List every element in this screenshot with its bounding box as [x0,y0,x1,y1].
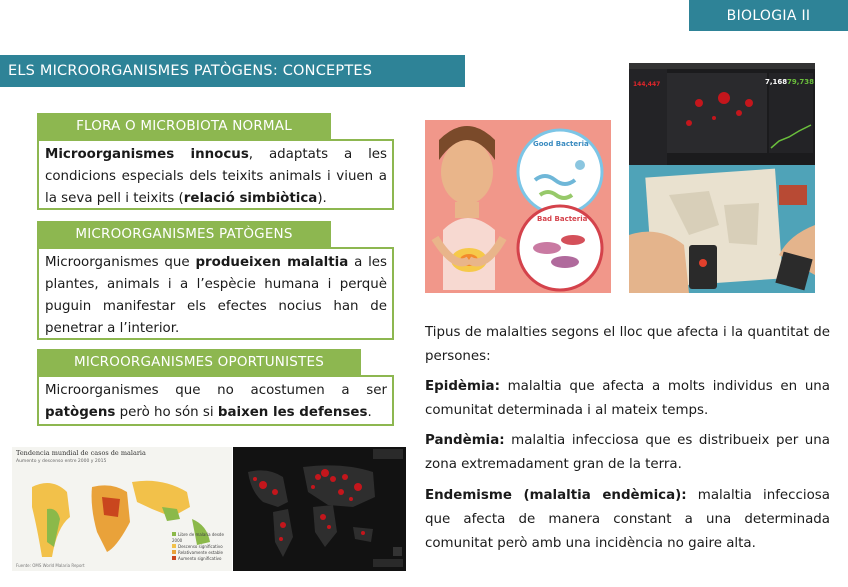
diseases-intro: Tipus de malalties segons el lloc que afecta i la quantitat de persones: [425,325,830,364]
definition-epidemia: Epidèmia: malaltia que afecta a molts individus en una comunitat determinada i al mateix temps. [425,379,830,418]
section-heading-oportunistes: MICROORGANISMES OPORTUNISTES [37,349,361,375]
dashboard-count-left: 144,447 [633,81,661,88]
pandemic-dashboard-image [629,63,815,165]
good-bacteria-label: Good Bacteria [533,140,589,148]
section-box-patogens: Microorganismes que produeixen malaltia a les plantes, animals i a l’espècie humana i perquè puguin manifestar els efectes nocius han de penetrar a l’interior. [37,247,394,340]
malaria-legend [172,532,232,562]
legend-item-1: Libre de malaria desde 2000 [172,532,224,543]
legend-item-2: Descenso significativo [172,544,232,550]
gut-bacteria-illustration [425,120,611,293]
definition-pandemia: Pandèmia: malaltia infecciosa que es distribueix per una zona extremadament gran de la terra. [425,433,830,472]
malaria-map-title: Tendencia mundial de casos de malaria [16,449,146,457]
definition-endemisme: Endemisme (malaltia endèmica): malaltia infecciosa que afecta de manera constant a una determinada comunitat però amb una incidència no gaire alta. [425,488,830,551]
travel-map-image [629,165,815,293]
section-box-flora: Microorganismes innocus, adaptats a les condicions especials dels teixits animals i viuen a la seva pell i teixits (relació simbiòtica). [37,139,394,210]
section-heading-flora: FLORA O MICROBIOTA NORMAL [37,113,331,139]
bad-bacteria-label: Bad Bacteria [537,215,588,223]
malaria-map-subtitle: Aumento y descenso entre 2000 y 2015 [16,459,107,464]
legend-item-4: Aumento significativo [172,556,232,562]
course-tab: BIOLOGIA II [689,0,848,31]
legend-item-3: Relativamente estable [172,550,232,556]
dashboard-count-right: 79,738 [787,78,815,86]
dashboard-count-mid: 7,168 [765,78,788,86]
slide-title: ELS MICROORGANISMES PATÒGENS: CONCEPTES [0,55,465,87]
section-box-oportunistes: Microorganismes que no acostumen a ser patògens però ho són si baixen les defenses. [37,375,394,426]
pandemic-dark-map [233,447,406,571]
malaria-trend-map [12,447,232,571]
section-heading-patogens: MICROORGANISMES PATÒGENS [37,221,331,247]
malaria-map-source: Fuente: OMS World Malaria Report [16,563,85,568]
